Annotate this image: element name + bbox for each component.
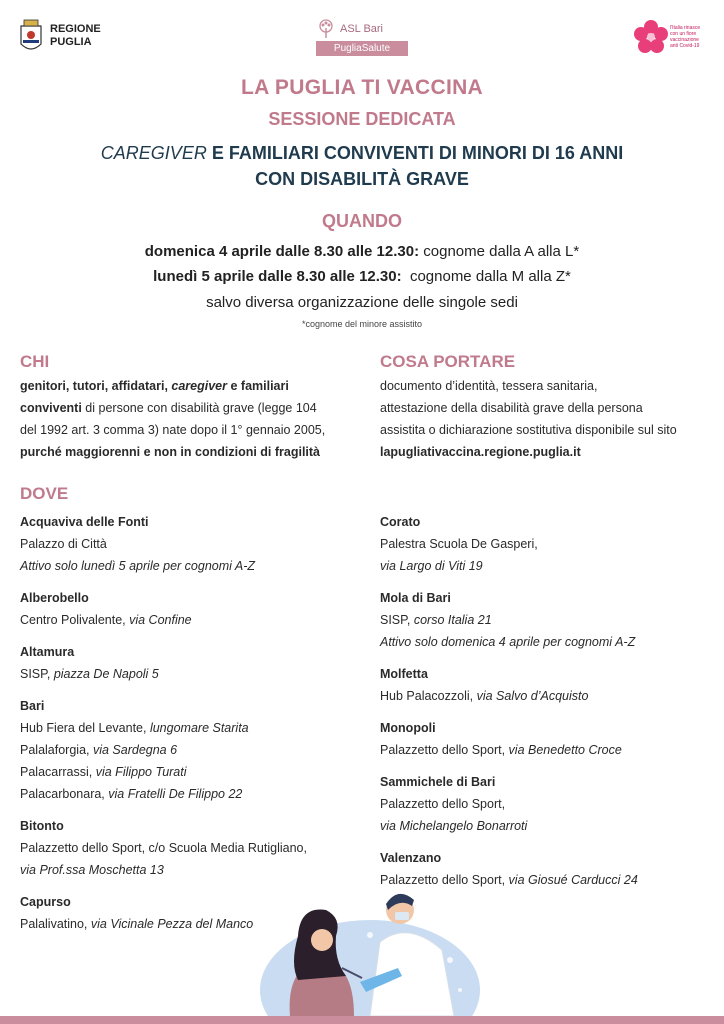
location-venue: Palalaforgia, xyxy=(20,743,93,757)
location-address: via Confine xyxy=(129,613,192,627)
location-altamura xyxy=(20,641,365,685)
locations-right xyxy=(380,511,720,901)
location-name: Acquaviva delle Fonti xyxy=(20,515,149,529)
location-name: Mola di Bari xyxy=(380,591,451,605)
location-bari xyxy=(20,695,365,805)
location-acquaviva xyxy=(20,511,365,577)
schedule-footnote: *cognome del minore assistito xyxy=(301,319,423,329)
website-link[interactable]: lapugliativaccina.regione.puglia.it xyxy=(380,445,581,459)
chi-caregiver: caregiver xyxy=(171,379,228,393)
location-bitonto xyxy=(20,815,365,881)
location-mola-di-bari xyxy=(380,587,720,653)
location-alberobello xyxy=(20,587,365,631)
sunday-range: cognome dalla A alla L* xyxy=(419,243,580,260)
subtitle: SESSIONE DEDICATA xyxy=(268,109,456,129)
main-title: LA PUGLIA TI VACCINA xyxy=(240,76,484,99)
monday-range: cognome dalla M alla Z* xyxy=(401,268,571,285)
cosa-portare-text xyxy=(380,375,720,463)
audience-line2: CON DISABILITÀ GRAVE xyxy=(255,169,469,189)
location-name: Bitonto xyxy=(20,819,64,833)
location-name: Alberobello xyxy=(20,591,89,605)
location-molfetta xyxy=(380,663,720,707)
dove-heading: DOVE xyxy=(20,484,69,503)
location-venue: SISP, xyxy=(380,613,414,627)
monday-time: lunedì 5 aprile dalle 8.30 alle 12.30: xyxy=(153,268,402,285)
cosa-l2: attestazione della disabilità grave della persona xyxy=(380,401,643,415)
location-name: Sammichele di Bari xyxy=(380,775,496,789)
location-venue: Palazzetto dello Sport, xyxy=(380,797,506,811)
location-address: via Prof.ssa Moschetta 13 xyxy=(20,863,164,877)
schedule-monday xyxy=(0,268,724,285)
chi-t2: del 1992 art. 3 comma 3) nate dopo il 1° gennaio 2005, xyxy=(20,423,326,437)
regione-shield-icon xyxy=(20,18,42,54)
chi-t1: di persone con disabilità grave (legge 104 xyxy=(81,401,317,415)
schedule-note: salvo diversa organizzazione delle singole sedi xyxy=(206,294,518,311)
cosa-portare-heading: COSA PORTARE xyxy=(380,352,516,371)
location-venue: Hub Palacozzoli, xyxy=(380,689,477,703)
caregiver-word: CAREGIVER xyxy=(100,143,207,163)
location-address: via Sardegna 6 xyxy=(92,743,178,757)
puglia-salute-badge: PugliaSalute xyxy=(316,41,408,56)
location-corato xyxy=(380,511,720,577)
audience-line1-rest: E FAMILIARI CONVIVENTI DI MINORI DI 16 ANNI xyxy=(206,143,624,163)
flower-caption: l'Italia rinasce con un fiore vaccinazione anti Covid-19 xyxy=(670,25,701,49)
location-address: via Salvo d’Acquisto xyxy=(476,689,589,703)
location-address: via Benedetto Croce xyxy=(508,743,622,757)
tree-icon xyxy=(316,19,336,39)
location-sammichele xyxy=(380,771,720,837)
regione-puglia-logo xyxy=(20,18,101,54)
vaccination-flower-logo xyxy=(634,20,706,54)
asl-label: ASL Bari xyxy=(340,23,384,35)
region-line2: PUGLIA xyxy=(50,36,92,48)
location-name: Valenzano xyxy=(380,851,442,865)
location-address: via Fratelli De Filippo 22 xyxy=(108,787,243,801)
cosa-l3: assistita o dichiarazione sostitutiva disponibile sul sito xyxy=(380,423,677,437)
chi-heading: CHI xyxy=(20,352,50,371)
location-name: Capurso xyxy=(20,895,71,909)
location-name: Molfetta xyxy=(380,667,428,681)
chi-b5: purché maggiorenni e non in condizioni di fragilità xyxy=(20,445,321,459)
location-venue: Palacarrassi, xyxy=(20,765,96,779)
location-address: via Filippo Turati xyxy=(95,765,187,779)
location-address: corso Italia 21 xyxy=(413,613,492,627)
location-address: via Vicinale Pezza del Manco xyxy=(90,917,254,931)
bottom-bar xyxy=(0,1016,724,1024)
location-venue: Centro Polivalente, xyxy=(20,613,130,627)
location-note: Attivo solo domenica 4 aprile per cognomi A-Z xyxy=(380,635,636,649)
sunday-time: domenica 4 aprile dalle 8.30 alle 12.30: xyxy=(144,243,420,260)
location-venue: Hub Fiera del Levante, xyxy=(20,721,150,735)
location-monopoli xyxy=(380,717,720,761)
location-venue: Palazzetto dello Sport, c/o Scuola Media Rutigliano, xyxy=(20,841,307,855)
location-venue: Palazzetto dello Sport, xyxy=(380,873,509,887)
asl-bari-logo xyxy=(316,19,408,56)
location-address: lungomare Starita xyxy=(149,721,249,735)
location-name: Corato xyxy=(380,515,421,529)
chi-b3: e familiari xyxy=(227,379,289,393)
chi-b1: genitori, tutori, affidatari, xyxy=(20,379,172,393)
location-address: via Giosué Carducci 24 xyxy=(508,873,638,887)
location-address: via Michelangelo Bonarroti xyxy=(380,819,528,833)
region-line1: REGIONE xyxy=(50,23,101,35)
chi-text xyxy=(20,375,365,463)
location-address: piazza De Napoli 5 xyxy=(53,667,159,681)
location-venue: SISP, xyxy=(20,667,54,681)
location-name: Altamura xyxy=(20,645,75,659)
chi-b4: conviventi xyxy=(20,401,82,415)
audience-line1 xyxy=(0,143,724,164)
location-address: via Largo di Viti 19 xyxy=(380,559,483,573)
quando-heading: QUANDO xyxy=(322,211,402,231)
location-name: Bari xyxy=(20,699,45,713)
location-venue: Palazzo di Città xyxy=(20,537,107,551)
header xyxy=(0,0,724,70)
location-venue: Palazzetto dello Sport, xyxy=(380,743,509,757)
location-venue: Palalivatino, xyxy=(20,917,91,931)
location-note: Attivo solo lunedì 5 aprile per cognomi A-Z xyxy=(20,559,256,573)
vaccination-illustration xyxy=(250,880,480,1016)
cosa-l1: documento d’identità, tessera sanitaria, xyxy=(380,379,598,393)
location-name: Monopoli xyxy=(380,721,436,735)
location-venue: Palacarbonara, xyxy=(20,787,109,801)
schedule-sunday xyxy=(0,243,724,260)
primrose-flower-icon xyxy=(634,20,668,54)
location-venue: Palestra Scuola De Gasperi, xyxy=(380,537,538,551)
